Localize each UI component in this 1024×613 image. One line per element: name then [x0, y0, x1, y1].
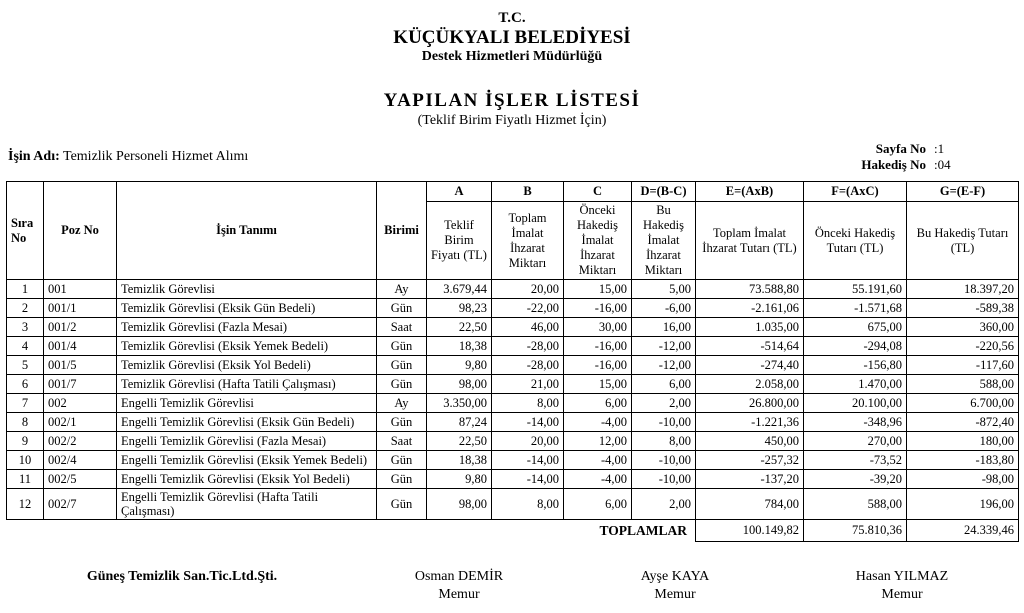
cell-col-g: 588,00: [907, 375, 1019, 394]
cell-col-g: 360,00: [907, 318, 1019, 337]
header-isin-tanimi: İşin Tanımı: [117, 182, 377, 280]
cell-sira-no: 2: [7, 299, 44, 318]
signature-title: Memur: [654, 587, 696, 603]
table-row: [7, 413, 1019, 432]
table-row: [7, 299, 1019, 318]
cell-col-g: -98,00: [907, 470, 1019, 489]
cell-col-e: -514,64: [696, 337, 804, 356]
cell-poz-no: 002/5: [44, 470, 117, 489]
header-col-d: Bu Hakediş İmalat İhzarat Miktarı: [632, 202, 696, 280]
cell-col-e: 784,00: [696, 489, 804, 520]
cell-col-f: 270,00: [804, 432, 907, 451]
table-row: [7, 432, 1019, 451]
page-title: YAPILAN İŞLER LİSTESİ: [383, 90, 641, 111]
cell-col-e: -2.161,06: [696, 299, 804, 318]
sayfa-no-label: Sayfa No: [875, 141, 926, 156]
job-name-label: İşin Adı:: [8, 149, 60, 164]
cell-sira-no: 6: [7, 375, 44, 394]
cell-sira-no: 1: [7, 280, 44, 299]
cell-isin-tanimi: Temizlik Görevlisi (Eksik Yol Bedeli): [117, 356, 377, 375]
cell-birimi: Gün: [377, 299, 427, 318]
cell-col-f: -39,20: [804, 470, 907, 489]
cell-col-f: -73,52: [804, 451, 907, 470]
cell-col-e: -257,32: [696, 451, 804, 470]
cell-col-d: -6,00: [632, 299, 696, 318]
cell-poz-no: 002: [44, 394, 117, 413]
cell-sira-no: 7: [7, 394, 44, 413]
table-row: [7, 318, 1019, 337]
cell-col-d: -10,00: [632, 451, 696, 470]
meta-row: [6, 141, 1018, 173]
sayfa-no-row: [838, 141, 968, 157]
cell-col-e: 1.035,00: [696, 318, 804, 337]
total-toplam-imalat: 100.149,82: [696, 520, 804, 542]
cell-poz-no: 001/4: [44, 337, 117, 356]
cell-col-g: -872,40: [907, 413, 1019, 432]
cell-poz-no: 001: [44, 280, 117, 299]
cell-col-c: 6,00: [564, 394, 632, 413]
cell-col-b: 21,00: [492, 375, 564, 394]
formula-g: G=(E-F): [907, 182, 1019, 202]
cell-col-e: 26.800,00: [696, 394, 804, 413]
table-row: [7, 280, 1019, 299]
cell-col-f: -156,80: [804, 356, 907, 375]
page-meta: [838, 141, 968, 173]
cell-birimi: Gün: [377, 356, 427, 375]
cell-col-g: -183,80: [907, 451, 1019, 470]
cell-poz-no: 002/4: [44, 451, 117, 470]
cell-poz-no: 001/7: [44, 375, 117, 394]
cell-col-b: 46,00: [492, 318, 564, 337]
cell-col-d: 16,00: [632, 318, 696, 337]
cell-isin-tanimi: Engelli Temizlik Görevlisi: [117, 394, 377, 413]
header-col-g: Bu Hakediş Tutarı (TL): [907, 202, 1019, 280]
cell-isin-tanimi: Temizlik Görevlisi (Eksik Yemek Bedeli): [117, 337, 377, 356]
cell-sira-no: 3: [7, 318, 44, 337]
cell-birimi: Saat: [377, 432, 427, 451]
letterhead-department: Destek Hizmetleri Müdürlüğü: [421, 49, 603, 64]
cell-isin-tanimi: Engelli Temizlik Görevlisi (Eksik Yemek Bedeli): [117, 451, 377, 470]
cell-col-c: -4,00: [564, 413, 632, 432]
cell-poz-no: 002/2: [44, 432, 117, 451]
formula-header-row: [7, 182, 1019, 202]
cell-col-c: 6,00: [564, 489, 632, 520]
signature-block-3: [790, 568, 1014, 604]
cell-isin-tanimi: Temizlik Görevlisi (Hafta Tatili Çalışması): [117, 375, 377, 394]
cell-sira-no: 10: [7, 451, 44, 470]
cell-col-g: 196,00: [907, 489, 1019, 520]
cell-poz-no: 002/7: [44, 489, 117, 520]
cell-col-c: 30,00: [564, 318, 632, 337]
cell-isin-tanimi: Engelli Temizlik Görevlisi (Fazla Mesai): [117, 432, 377, 451]
cell-col-a: 18,38: [427, 337, 492, 356]
cell-col-a: 3.350,00: [427, 394, 492, 413]
cell-col-c: -16,00: [564, 356, 632, 375]
header-col-f: Önceki Hakediş Tutarı (TL): [804, 202, 907, 280]
formula-a: A: [427, 182, 492, 202]
cell-isin-tanimi: Engelli Temizlik Görevlisi (Eksik Gün Bedeli): [117, 413, 377, 432]
table-row: [7, 337, 1019, 356]
cell-col-b: -14,00: [492, 413, 564, 432]
cell-col-d: 6,00: [632, 375, 696, 394]
cell-col-a: 9,80: [427, 470, 492, 489]
table-row: [7, 451, 1019, 470]
cell-col-g: 6.700,00: [907, 394, 1019, 413]
page-subtitle: (Teklif Birim Fiyatlı Hizmet İçin): [417, 113, 607, 128]
letterhead-municipality: KÜÇÜKYALI BELEDİYESİ: [393, 27, 631, 48]
signature-block-2: [560, 568, 790, 604]
cell-col-a: 87,24: [427, 413, 492, 432]
cell-birimi: Ay: [377, 280, 427, 299]
cell-col-d: -12,00: [632, 356, 696, 375]
signatures: [6, 568, 1018, 604]
cell-birimi: Gün: [377, 413, 427, 432]
cell-isin-tanimi: Temizlik Görevlisi: [117, 280, 377, 299]
header-sira-no: Sıra No: [7, 182, 44, 280]
cell-birimi: Ay: [377, 394, 427, 413]
letterhead: [6, 10, 1018, 65]
cell-poz-no: 001/1: [44, 299, 117, 318]
cell-col-d: 2,00: [632, 394, 696, 413]
table-row: [7, 394, 1019, 413]
signature-name: Hasan YILMAZ: [855, 569, 949, 584]
table-row: [7, 489, 1019, 520]
cell-col-e: -274,40: [696, 356, 804, 375]
hakedis-no-value: :04: [934, 157, 951, 172]
formula-d: D=(B-C): [632, 182, 696, 202]
cell-col-b: 20,00: [492, 432, 564, 451]
table-row: [7, 375, 1019, 394]
cell-sira-no: 8: [7, 413, 44, 432]
cell-col-d: -12,00: [632, 337, 696, 356]
signature-name: Ayşe KAYA: [640, 569, 710, 584]
cell-isin-tanimi: Temizlik Görevlisi (Eksik Gün Bedeli): [117, 299, 377, 318]
cell-birimi: Gün: [377, 337, 427, 356]
cell-col-d: 5,00: [632, 280, 696, 299]
sayfa-no-value: :1: [934, 141, 945, 156]
total-bu-hakedis: 24.339,46: [907, 520, 1019, 542]
cell-sira-no: 5: [7, 356, 44, 375]
signature-name: Güneş Temizlik San.Tic.Ltd.Şti.: [86, 569, 278, 584]
cell-col-e: -137,20: [696, 470, 804, 489]
cell-birimi: Saat: [377, 318, 427, 337]
cell-sira-no: 11: [7, 470, 44, 489]
cell-col-d: 2,00: [632, 489, 696, 520]
header-birimi: Birimi: [377, 182, 427, 280]
cell-col-a: 9,80: [427, 356, 492, 375]
cell-col-c: 15,00: [564, 280, 632, 299]
signature-block-1: [358, 568, 560, 604]
cell-birimi: Gün: [377, 451, 427, 470]
cell-col-g: 18.397,20: [907, 280, 1019, 299]
header-col-c: Önceki Hakediş İmalat İhzarat Miktarı: [564, 202, 632, 280]
cell-col-a: 98,00: [427, 489, 492, 520]
total-onceki-hakedis: 75.810,36: [804, 520, 907, 542]
cell-col-f: -1.571,68: [804, 299, 907, 318]
cell-isin-tanimi: Engelli Temizlik Görevlisi (Hafta Tatili Çalışması): [117, 489, 377, 520]
job-name: [8, 149, 248, 165]
totals-row: [7, 520, 1019, 542]
cell-col-c: -4,00: [564, 451, 632, 470]
header-col-a: Teklif Birim Fiyatı (TL): [427, 202, 492, 280]
cell-col-b: 8,00: [492, 394, 564, 413]
cell-col-c: 15,00: [564, 375, 632, 394]
formula-e: E=(AxB): [696, 182, 804, 202]
cell-col-a: 98,00: [427, 375, 492, 394]
cell-col-b: -14,00: [492, 451, 564, 470]
cell-col-b: -22,00: [492, 299, 564, 318]
letterhead-tc: T.C.: [498, 10, 526, 26]
cell-isin-tanimi: Engelli Temizlik Görevlisi (Eksik Yol Bedeli): [117, 470, 377, 489]
cell-col-d: -10,00: [632, 413, 696, 432]
cell-sira-no: 9: [7, 432, 44, 451]
cell-col-c: -16,00: [564, 337, 632, 356]
table-row: [7, 470, 1019, 489]
cell-col-a: 3.679,44: [427, 280, 492, 299]
cell-col-b: 20,00: [492, 280, 564, 299]
cell-sira-no: 4: [7, 337, 44, 356]
cell-col-a: 18,38: [427, 451, 492, 470]
cell-col-e: 2.058,00: [696, 375, 804, 394]
cell-col-f: 675,00: [804, 318, 907, 337]
table-body: [7, 280, 1019, 520]
cell-poz-no: 001/2: [44, 318, 117, 337]
signature-title: Memur: [881, 587, 923, 603]
cell-col-g: -589,38: [907, 299, 1019, 318]
cell-col-e: 450,00: [696, 432, 804, 451]
cell-col-f: -294,08: [804, 337, 907, 356]
cell-col-f: 20.100,00: [804, 394, 907, 413]
cell-sira-no: 12: [7, 489, 44, 520]
cell-col-g: -117,60: [907, 356, 1019, 375]
cell-birimi: Gün: [377, 375, 427, 394]
cell-col-d: 8,00: [632, 432, 696, 451]
header-col-b: Toplam İmalat İhzarat Miktarı: [492, 202, 564, 280]
cell-col-c: -16,00: [564, 299, 632, 318]
cell-col-f: 55.191,60: [804, 280, 907, 299]
signature-block-contractor: [6, 568, 358, 604]
cell-col-a: 22,50: [427, 432, 492, 451]
cell-col-b: 8,00: [492, 489, 564, 520]
table-row: [7, 356, 1019, 375]
cell-col-e: -1.221,36: [696, 413, 804, 432]
cell-col-a: 22,50: [427, 318, 492, 337]
cell-col-f: -348,96: [804, 413, 907, 432]
table-footer: [7, 520, 1019, 542]
cell-col-c: 12,00: [564, 432, 632, 451]
cell-birimi: Gün: [377, 489, 427, 520]
cell-col-d: -10,00: [632, 470, 696, 489]
cell-col-b: -28,00: [492, 356, 564, 375]
cell-col-c: -4,00: [564, 470, 632, 489]
cell-col-b: -14,00: [492, 470, 564, 489]
hakedis-no-label: Hakediş No: [861, 157, 926, 172]
cell-poz-no: 001/5: [44, 356, 117, 375]
cell-col-a: 98,23: [427, 299, 492, 318]
cell-col-b: -28,00: [492, 337, 564, 356]
job-name-value: Temizlik Personeli Hizmet Alımı: [63, 149, 249, 164]
totals-label: TOPLAMLAR: [7, 520, 696, 542]
cell-col-f: 588,00: [804, 489, 907, 520]
header-col-e: Toplam İmalat İhzarat Tutarı (TL): [696, 202, 804, 280]
formula-b: B: [492, 182, 564, 202]
works-table: [6, 181, 1019, 542]
hakedis-no-row: [838, 157, 968, 173]
signature-title: Memur: [438, 587, 480, 603]
signature-name: Osman DEMİR: [414, 569, 504, 584]
cell-col-f: 1.470,00: [804, 375, 907, 394]
cell-isin-tanimi: Temizlik Görevlisi (Fazla Mesai): [117, 318, 377, 337]
header-poz-no: Poz No: [44, 182, 117, 280]
cell-col-e: 73.588,80: [696, 280, 804, 299]
cell-col-g: -220,56: [907, 337, 1019, 356]
formula-f: F=(AxC): [804, 182, 907, 202]
cell-poz-no: 002/1: [44, 413, 117, 432]
formula-c: C: [564, 182, 632, 202]
cell-col-g: 180,00: [907, 432, 1019, 451]
cell-birimi: Gün: [377, 470, 427, 489]
table-header: [7, 182, 1019, 280]
